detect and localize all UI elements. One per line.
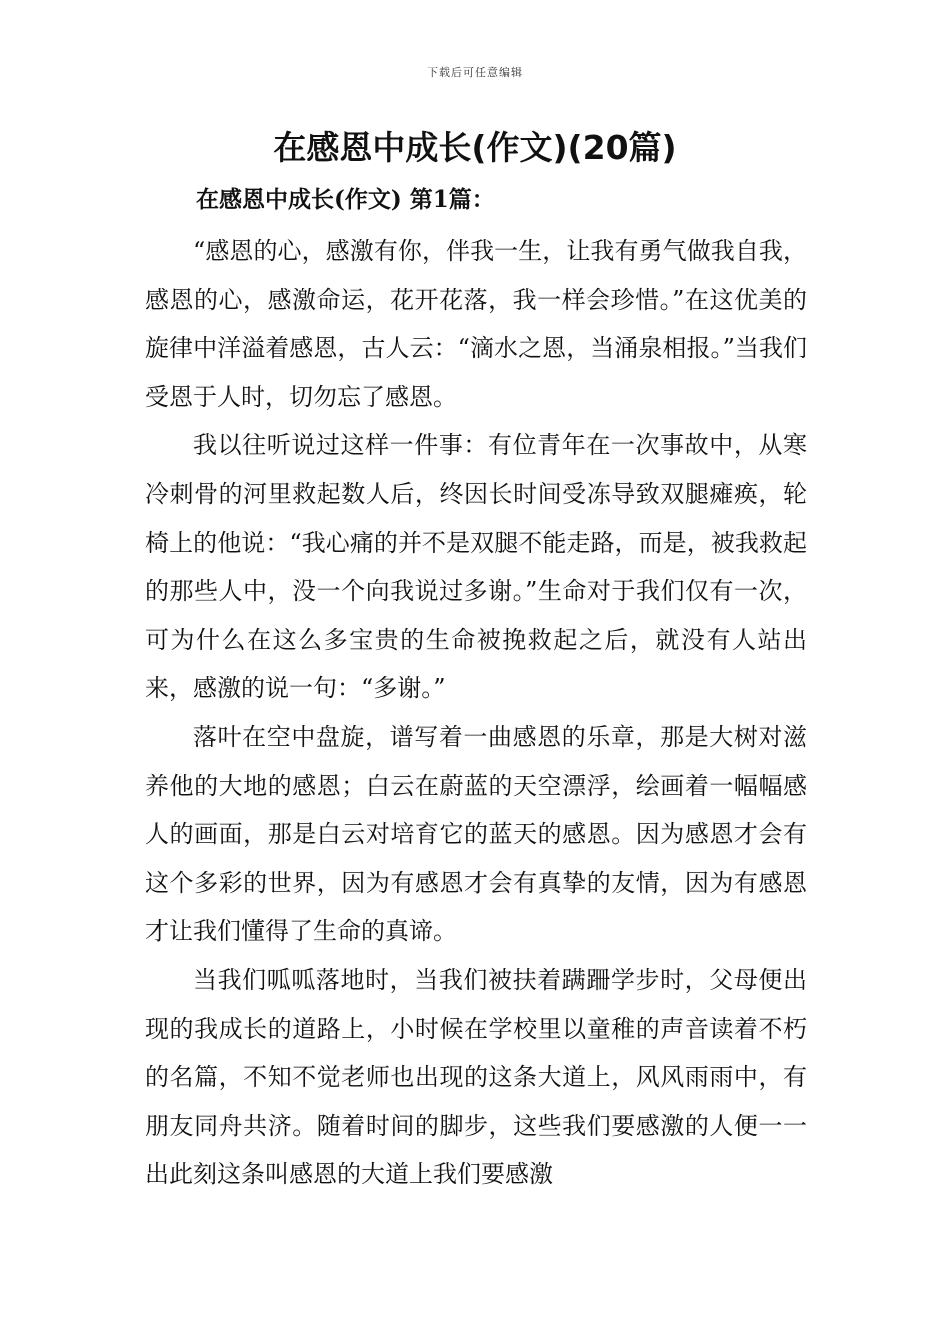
paragraph: 我以往听说过这样一件事：有位青年在一次事故中，从寒冷刺骨的河里救起数人后，终因长时间受冻导致双腿瘫痪，轮椅上的他说：“我心痛的并不是双腿不能走路，而是，被我救起的那些人中，没一个向我说过多谢。”生命对于我们仅有一次，可为什么在这么多宝贵的生命被挽救起之后，就没有人站出来，感激的说一句：“多谢。” xyxy=(145,431,807,703)
paragraph: “感恩的心，感激有你，伴我一生，让我有勇气做我自我，感恩的心，感激命运，花开花落，我一样会珍惜。”在这优美的旋律中洋溢着感恩，古人云：“滴水之恩，当涌泉相报。”当我们受恩于人时，切勿忘了感恩。 xyxy=(145,237,807,411)
paragraph: 落叶在空中盘旋，谱写着一曲感恩的乐章，那是大树对滋养他的大地的感恩；白云在蔚蓝的天空漂浮，绘画着一幅幅感人的画面，那是白云对培育它的蓝天的感恩。因为感恩才会有这个多彩的世界，因为有感恩才会有真挚的友情，因为有感恩才让我们懂得了生命的真谛。 xyxy=(145,722,807,946)
document-body xyxy=(145,227,807,1199)
document-title: 在感恩中成长(作文)(20篇) xyxy=(273,128,677,167)
section-heading: 在感恩中成长(作文) 第1篇： xyxy=(196,186,495,213)
paragraph: 当我们呱呱落地时，当我们被扶着蹒跚学步时，父母便出现的我成长的道路上，小时候在学校里以童稚的声音读着不朽的名篇，不知不觉老师也出现的这条大道上，风风雨雨中，有朋友同舟共济。随着时间的脚步，这些我们要感激的人便一一出此刻这条叫感恩的大道上我们要感激 xyxy=(145,965,807,1189)
header-note: 下载后可任意编辑 xyxy=(427,66,523,79)
